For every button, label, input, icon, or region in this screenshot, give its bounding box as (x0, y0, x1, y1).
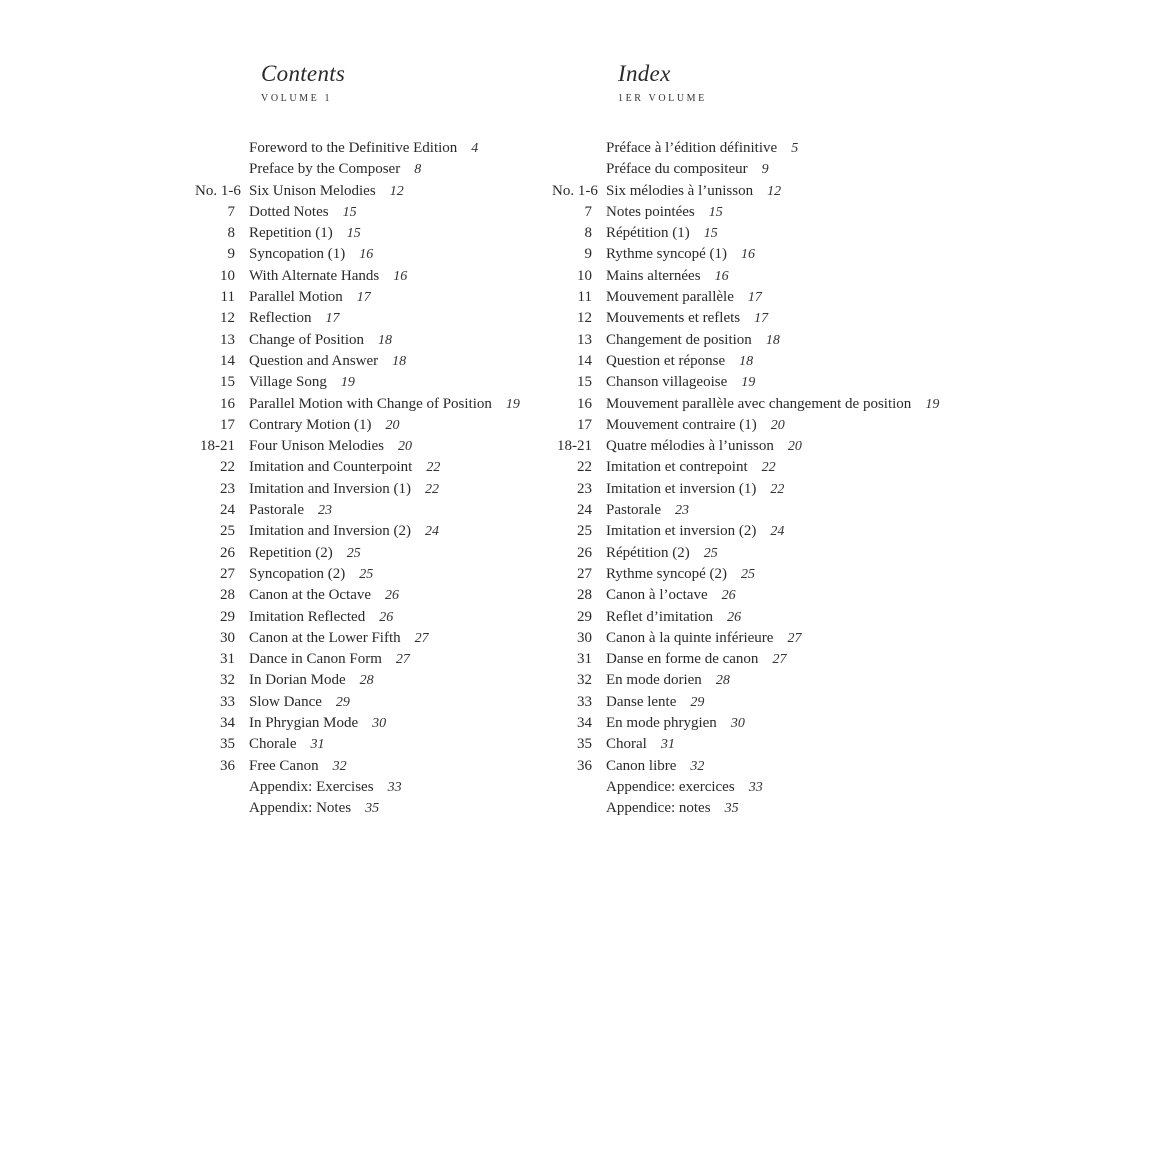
entry-page-number: 19 (505, 396, 520, 412)
entry-page-number: 33 (387, 779, 402, 795)
entry-number: 36 (220, 757, 235, 774)
entry-title: Syncopation (1) (249, 246, 346, 263)
entry-number: 28 (577, 587, 592, 604)
entry-number: 34 (577, 715, 592, 732)
entry-number: 24 (220, 502, 235, 519)
entry-title: Imitation and Counterpoint (249, 459, 413, 476)
entry-page-number: 20 (787, 439, 802, 455)
entry-page-number: 27 (395, 652, 410, 668)
index-list (552, 138, 939, 820)
entry-page-number: 18 (392, 353, 407, 369)
entry-title: Mouvements et reflets (606, 310, 741, 327)
entry-number: 9 (227, 246, 235, 263)
toc-entry (552, 223, 939, 244)
entry-page-number: 26 (385, 588, 400, 604)
entry-number: 10 (220, 267, 235, 284)
toc-entry (195, 607, 520, 628)
entry-number: 28 (220, 587, 235, 604)
entry-page-number: 18 (739, 353, 754, 369)
entry-number: 8 (227, 225, 235, 242)
entry-title: Rythme syncopé (2) (606, 565, 728, 582)
entry-title: Danse lente (606, 693, 677, 710)
entry-title: Four Unison Melodies (249, 438, 384, 455)
entry-page-number: 17 (747, 290, 762, 306)
toc-entry (195, 543, 520, 564)
entry-number: 12 (220, 310, 235, 327)
entry-page-number: 31 (660, 737, 675, 753)
entry-page-number: 23 (674, 503, 689, 519)
entry-page-number: 31 (310, 737, 325, 753)
entry-title: Repetition (2) (249, 544, 333, 561)
entry-page-number: 20 (398, 439, 412, 455)
entry-title: Parallel Motion with Change of Position (249, 395, 492, 412)
entry-number: 14 (220, 352, 235, 369)
entry-page-number: 12 (767, 183, 782, 199)
contents-column (195, 60, 520, 820)
entry-page-number: 22 (761, 460, 776, 476)
toc-entry (552, 798, 939, 819)
index-subtitle: 1ER VOLUME (618, 93, 707, 104)
entry-title: Mains alternées (606, 267, 701, 284)
entry-title: Question and Answer (249, 352, 379, 369)
entry-page-number: 16 (393, 268, 408, 284)
entry-number: 27 (577, 565, 592, 582)
entry-number: 33 (577, 693, 592, 710)
toc-entry (552, 308, 939, 329)
entry-page-number: 4 (471, 141, 479, 156)
toc-entry (195, 138, 520, 159)
entry-number: 34 (220, 715, 235, 732)
toc-entry (195, 564, 520, 585)
toc-entry (552, 521, 939, 542)
entry-number: 23 (577, 480, 592, 497)
entry-number: 30 (577, 629, 592, 646)
toc-entry (195, 351, 520, 372)
entry-page-number: 22 (770, 481, 785, 497)
entry-title: Répétition (1) (606, 225, 690, 242)
entry-title: En mode phrygien (606, 715, 717, 732)
entry-title: In Phrygian Mode (249, 715, 359, 732)
entry-page-number: 15 (346, 226, 361, 242)
toc-entry (195, 713, 520, 734)
entry-number: 25 (220, 523, 235, 540)
contents-title: Contents (261, 61, 346, 86)
entry-title: Notes pointées (606, 203, 695, 220)
toc-entry (195, 436, 520, 457)
toc-entry (195, 415, 520, 436)
entry-number: 16 (577, 395, 592, 412)
index-column (552, 60, 939, 820)
entry-page-number: 26 (727, 609, 742, 625)
entry-page-number: 27 (772, 652, 787, 668)
entry-title: Appendix: Notes (249, 800, 352, 817)
entry-title: Reflet d’imitation (606, 608, 714, 625)
entry-number: 17 (220, 416, 235, 433)
entry-title: Repetition (1) (249, 225, 333, 242)
toc-entry (552, 415, 939, 436)
entry-title: Reflection (249, 310, 312, 327)
toc-entry (195, 734, 520, 755)
entry-title: Syncopation (2) (249, 565, 346, 582)
entry-number: 24 (577, 502, 592, 519)
entry-page-number: 25 (741, 566, 756, 582)
entry-page-number: 16 (714, 268, 729, 284)
entry-number: 13 (577, 331, 592, 348)
entry-title: In Dorian Mode (249, 672, 346, 689)
entry-title: Préface à l’édition définitive (606, 140, 778, 156)
toc-entry (552, 457, 939, 478)
entry-title: Slow Dance (249, 693, 322, 710)
toc-entry (552, 756, 939, 777)
entry-page-number: 30 (372, 716, 387, 732)
toc-entry (195, 287, 520, 308)
entry-number: 11 (577, 289, 592, 306)
entry-page-number: 28 (359, 673, 374, 689)
toc-entry (552, 244, 939, 265)
entry-title: Quatre mélodies à l’unisson (606, 438, 774, 455)
entry-page-number: 20 (385, 417, 400, 433)
entry-page-number: 32 (332, 758, 347, 774)
entry-title: Imitation Reflected (249, 608, 366, 625)
toc-entry (552, 436, 939, 457)
entry-page-number: 20 (770, 417, 785, 433)
toc-entry (552, 479, 939, 500)
toc-entry (552, 713, 939, 734)
entry-page-number: 17 (356, 290, 371, 306)
toc-entry (552, 330, 939, 351)
entry-page-number: 18 (765, 332, 780, 348)
contents-heading (261, 60, 520, 106)
entry-number: 29 (220, 608, 235, 625)
entry-title: Appendice: notes (606, 800, 711, 817)
entry-number: 18-21 (557, 438, 592, 455)
entry-title: Change of Position (249, 331, 364, 348)
entry-title: Préface du compositeur (606, 161, 748, 178)
toc-entry (195, 266, 520, 287)
toc-entry (552, 138, 939, 159)
entry-number: 15 (220, 374, 235, 391)
entry-number: 22 (220, 459, 235, 476)
toc-entry (195, 692, 520, 713)
entry-number: 32 (220, 672, 235, 689)
entry-number: 31 (220, 651, 235, 668)
entry-number: 35 (577, 736, 592, 753)
toc-entry (552, 159, 939, 180)
toc-entry (195, 308, 520, 329)
entry-title: Foreword to the Definitive Edition (249, 140, 458, 156)
index-title: Index (618, 61, 671, 86)
entry-number: No. 1-6 (195, 182, 241, 199)
entry-page-number: 35 (365, 801, 380, 817)
index-heading (618, 60, 939, 106)
entry-number: 17 (577, 416, 592, 433)
entry-number: 15 (577, 374, 592, 391)
entry-number: 12 (577, 310, 592, 327)
toc-entry (552, 628, 939, 649)
toc-entry (552, 202, 939, 223)
toc-entry (195, 798, 520, 819)
entry-title: Chanson villageoise (606, 374, 728, 391)
entry-title: Danse en forme de canon (606, 651, 759, 668)
entry-number: 16 (220, 395, 235, 412)
toc-entry (552, 585, 939, 606)
entry-title: Mouvement contraire (1) (606, 416, 757, 433)
entry-title: Dotted Notes (249, 203, 329, 220)
toc-entry (552, 564, 939, 585)
entry-page-number: 17 (754, 311, 769, 327)
entry-page-number: 28 (715, 673, 730, 689)
entry-number: 11 (220, 289, 235, 306)
entry-page-number: 27 (787, 630, 802, 646)
entry-page-number: 16 (359, 247, 374, 263)
toc-entry (195, 330, 520, 351)
entry-page-number: 15 (703, 226, 718, 242)
entry-title: Répétition (2) (606, 544, 690, 561)
toc-entry (195, 585, 520, 606)
entry-title: Pastorale (249, 502, 304, 519)
entry-number: 8 (584, 225, 592, 242)
entry-title: Dance in Canon Form (249, 651, 382, 668)
toc-entry (195, 394, 520, 415)
entry-title: Pastorale (606, 502, 661, 519)
entry-page-number: 12 (389, 183, 404, 199)
entry-title: Contrary Motion (1) (249, 416, 372, 433)
toc-entry (195, 670, 520, 691)
entry-page-number: 35 (724, 801, 739, 817)
entry-number: 27 (220, 565, 235, 582)
entry-page-number: 22 (425, 481, 440, 497)
entry-number: 18-21 (200, 438, 235, 455)
entry-page-number: 17 (325, 311, 340, 327)
toc-entry (552, 692, 939, 713)
toc-entry (552, 543, 939, 564)
entry-page-number: 33 (748, 779, 763, 795)
entry-page-number: 24 (770, 524, 785, 540)
entry-title: Mouvement parallèle avec changement de position (606, 395, 912, 412)
entry-title: Canon à l’octave (606, 587, 708, 604)
entry-page-number: 15 (342, 204, 357, 220)
entry-number: 7 (227, 203, 235, 220)
toc-entry (195, 223, 520, 244)
entry-number: 32 (577, 672, 592, 689)
entry-page-number: 23 (317, 503, 332, 519)
entry-number: 29 (577, 608, 592, 625)
entry-title: Six mélodies à l’unisson (606, 182, 754, 199)
entry-page-number: 26 (379, 609, 394, 625)
entry-number: 30 (220, 629, 235, 646)
toc-entry (552, 734, 939, 755)
toc-entry (195, 372, 520, 393)
entry-title: Appendice: exercices (606, 778, 735, 795)
entry-title: Choral (606, 736, 647, 753)
toc-entry (195, 479, 520, 500)
entry-title: Preface by the Composer (249, 161, 401, 178)
entry-page-number: 25 (346, 545, 361, 561)
entry-number: 25 (577, 523, 592, 540)
toc-entry (552, 500, 939, 521)
entry-title: Canon à la quinte inférieure (606, 629, 774, 646)
entry-page-number: 30 (730, 716, 745, 732)
entry-page-number: 29 (690, 694, 705, 710)
entry-page-number: 24 (425, 524, 440, 540)
toc-entry (195, 756, 520, 777)
entry-title: Parallel Motion (249, 289, 343, 306)
entry-page-number: 26 (721, 588, 736, 604)
entry-number: No. 1-6 (552, 182, 598, 199)
entry-title: Imitation et contrepoint (606, 459, 748, 476)
contents-list (195, 138, 520, 820)
entry-page-number: 15 (708, 204, 723, 220)
entry-number: 22 (577, 459, 592, 476)
entry-number: 23 (220, 480, 235, 497)
toc-entry (195, 649, 520, 670)
entry-title: Imitation and Inversion (1) (249, 480, 412, 497)
entry-number: 14 (577, 352, 592, 369)
entry-title: Question et réponse (606, 352, 726, 369)
entry-title: Imitation et inversion (2) (606, 523, 757, 540)
toc-entry (552, 777, 939, 798)
contents-subtitle: VOLUME 1 (261, 93, 333, 104)
toc-entry (552, 670, 939, 691)
entry-page-number: 29 (335, 694, 350, 710)
entry-title: Rythme syncopé (1) (606, 246, 728, 263)
toc-entry (195, 457, 520, 478)
toc-entry (552, 287, 939, 308)
entry-number: 36 (577, 757, 592, 774)
entry-title: En mode dorien (606, 672, 702, 689)
toc-entry (195, 628, 520, 649)
entry-number: 26 (220, 544, 235, 561)
entry-title: Imitation and Inversion (2) (249, 523, 412, 540)
entry-number: 10 (577, 267, 592, 284)
entry-page-number: 9 (761, 162, 769, 178)
entry-title: With Alternate Hands (249, 267, 380, 284)
entry-number: 13 (220, 331, 235, 348)
entry-page-number: 25 (359, 566, 374, 582)
entry-number: 31 (577, 651, 592, 668)
toc-entry (552, 351, 939, 372)
toc-entry (552, 649, 939, 670)
entry-page-number: 18 (378, 332, 392, 348)
entry-title: Six Unison Melodies (249, 182, 376, 199)
entry-title: Changement de position (606, 331, 752, 348)
toc-entry (195, 181, 520, 202)
entry-page-number: 5 (791, 141, 799, 156)
entry-title: Canon libre (606, 757, 677, 774)
entry-page-number: 27 (414, 630, 429, 646)
entry-number: 35 (220, 736, 235, 753)
toc-entry (552, 372, 939, 393)
toc-entry (195, 202, 520, 223)
entry-title: Free Canon (249, 757, 319, 774)
entry-title: Canon at the Lower Fifth (249, 629, 401, 646)
entry-title: Village Song (249, 374, 327, 391)
entry-number: 9 (584, 246, 592, 263)
entry-number: 26 (577, 544, 592, 561)
entry-title: Appendix: Exercises (249, 778, 374, 795)
entry-page-number: 19 (741, 375, 756, 391)
entry-number: 33 (220, 693, 235, 710)
toc-entry (195, 244, 520, 265)
entry-page-number: 32 (690, 758, 705, 774)
entry-page-number: 8 (414, 162, 422, 178)
entry-page-number: 22 (426, 460, 441, 476)
toc-entry (195, 159, 520, 180)
entry-page-number: 19 (925, 396, 940, 412)
entry-title: Mouvement parallèle (606, 289, 734, 306)
entry-title: Chorale (249, 736, 297, 753)
entry-page-number: 19 (340, 375, 355, 391)
toc-entry (552, 266, 939, 287)
entry-title: Imitation et inversion (1) (606, 480, 757, 497)
toc-entry (195, 500, 520, 521)
entry-number: 7 (584, 203, 592, 220)
entry-page-number: 25 (703, 545, 718, 561)
toc-entry (195, 777, 520, 798)
toc-entry (552, 181, 939, 202)
entry-page-number: 16 (741, 247, 756, 263)
toc-entry (552, 607, 939, 628)
toc-entry (195, 521, 520, 542)
entry-title: Canon at the Octave (249, 587, 372, 604)
toc-entry (552, 394, 939, 415)
